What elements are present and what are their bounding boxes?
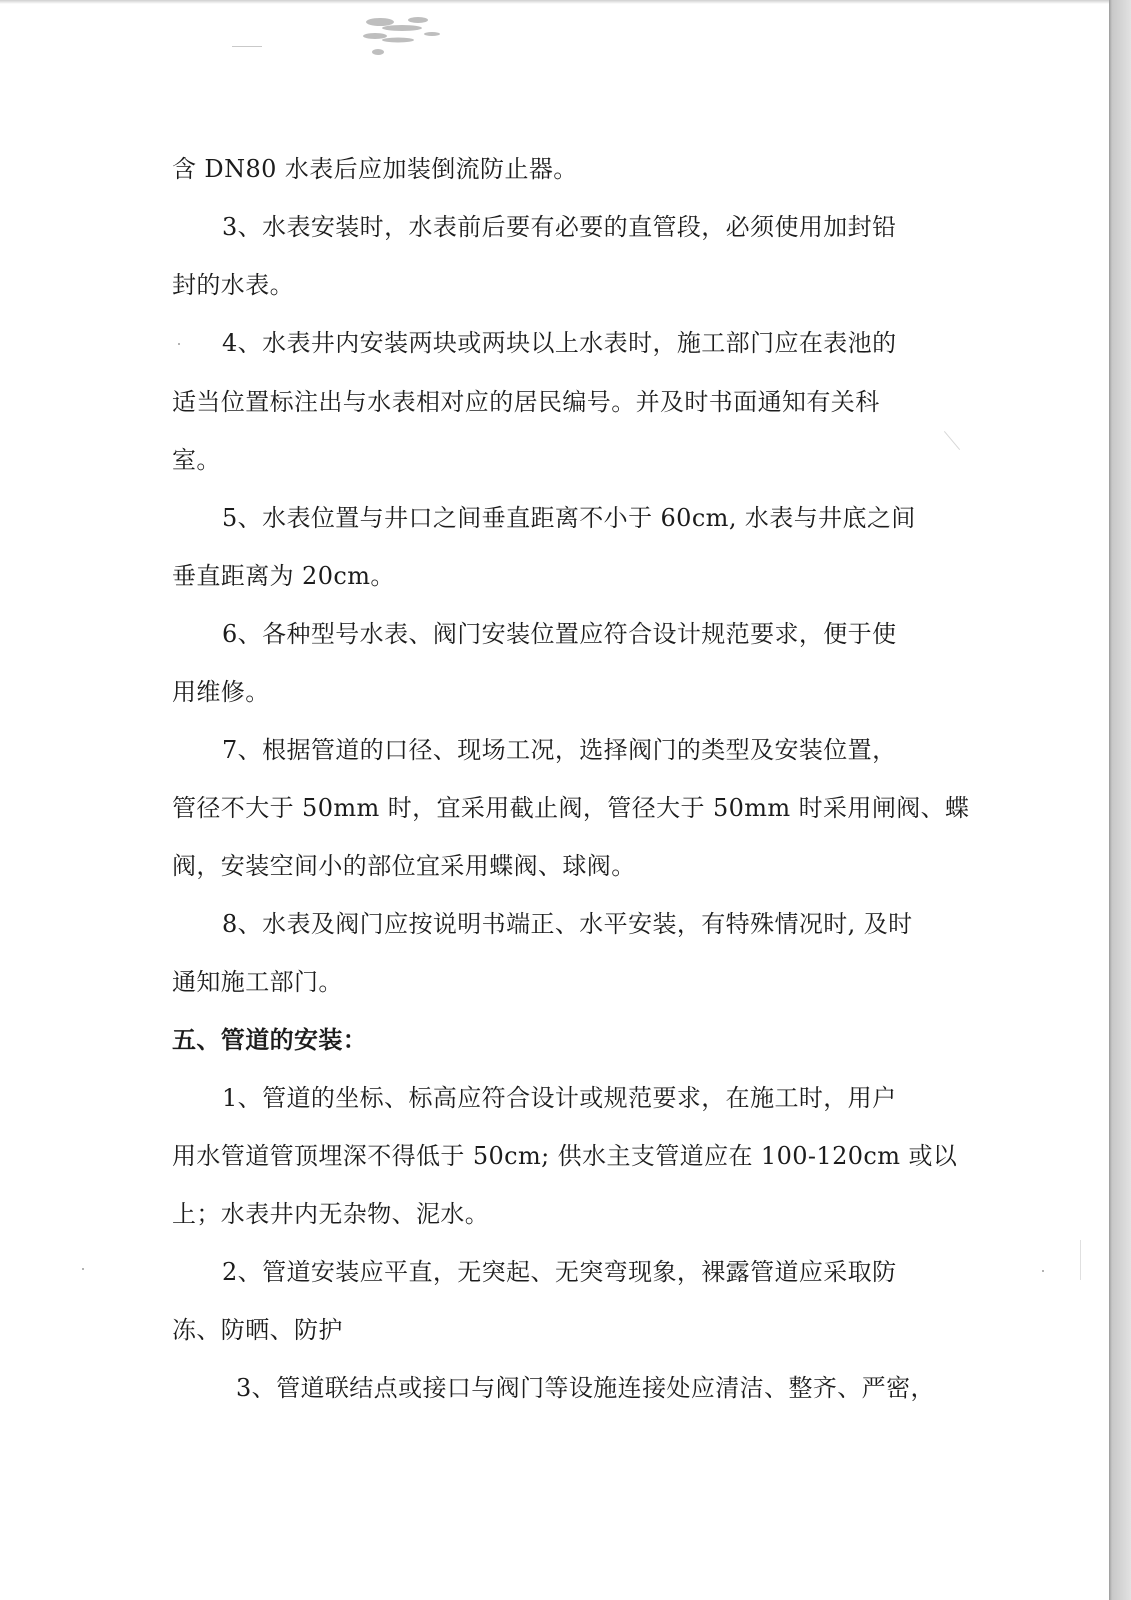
body-line-14: 8、水表及阀门应按说明书端正、水平安装，有特殊情况时, 及时 [222, 910, 913, 938]
scan-top-edge [0, 0, 1109, 4]
body-line-15: 通知施工部门。 [172, 968, 343, 996]
body-line-9: 6、各种型号水表、阀门安装位置应符合设计规范要求，便于使 [222, 620, 897, 648]
body-line-18: 用水管道管顶埋深不得低于 50cm; 供水主支管道应在 100-120cm 或以 [172, 1142, 958, 1170]
scan-speck [178, 343, 180, 345]
scan-speck [82, 1268, 84, 1270]
body-line-5: 适当位置标注出与水表相对应的居民编号。并及时书面通知有关科 [172, 388, 880, 416]
body-line-8: 垂直距离为 20cm。 [172, 562, 395, 590]
body-line-2: 3、水表安装时，水表前后要有必要的直管段，必须使用加封铅 [222, 213, 897, 241]
body-line-21: 冻、防晒、防护 [172, 1316, 343, 1344]
body-line-4: 4、水表井内安装两块或两块以上水表时，施工部门应在表池的 [222, 329, 897, 357]
section-heading: 五、管道的安装： [172, 1025, 368, 1054]
scan-speck [1042, 1270, 1044, 1272]
body-line-10: 用维修。 [172, 678, 270, 706]
scan-speck [1080, 1240, 1081, 1280]
body-line-17: 1、管道的坐标、标高应符合设计或规范要求，在施工时，用户 [222, 1084, 897, 1112]
ink-smudge [340, 8, 480, 68]
body-line-19: 上；水表井内无杂物、泥水。 [172, 1200, 490, 1228]
body-line-22: 3、管道联结点或接口与阀门等设施连接处应清洁、整齐、严密， [236, 1374, 935, 1402]
body-line-12: 管径不大于 50mm 时，宜采用截止阀，管径大于 50mm 时采用闸阀、蝶 [172, 794, 970, 822]
scan-right-edge [1109, 0, 1131, 1600]
body-line-11: 7、根据管道的口径、现场工况，选择阀门的类型及安装位置， [222, 736, 897, 764]
body-line-1: 含 DN80 水表后应加装倒流防止器。 [172, 155, 578, 183]
body-line-20: 2、管道安装应平直，无突起、无突弯现象，裸露管道应采取防 [222, 1258, 897, 1286]
scan-speck [232, 46, 262, 47]
body-line-3: 封的水表。 [172, 271, 294, 299]
body-line-13: 阀，安装空间小的部位宜采用蝶阀、球阀。 [172, 852, 636, 880]
body-line-7: 5、水表位置与井口之间垂直距离不小于 60cm, 水表与井底之间 [222, 504, 916, 532]
body-line-6: 室。 [172, 446, 221, 474]
